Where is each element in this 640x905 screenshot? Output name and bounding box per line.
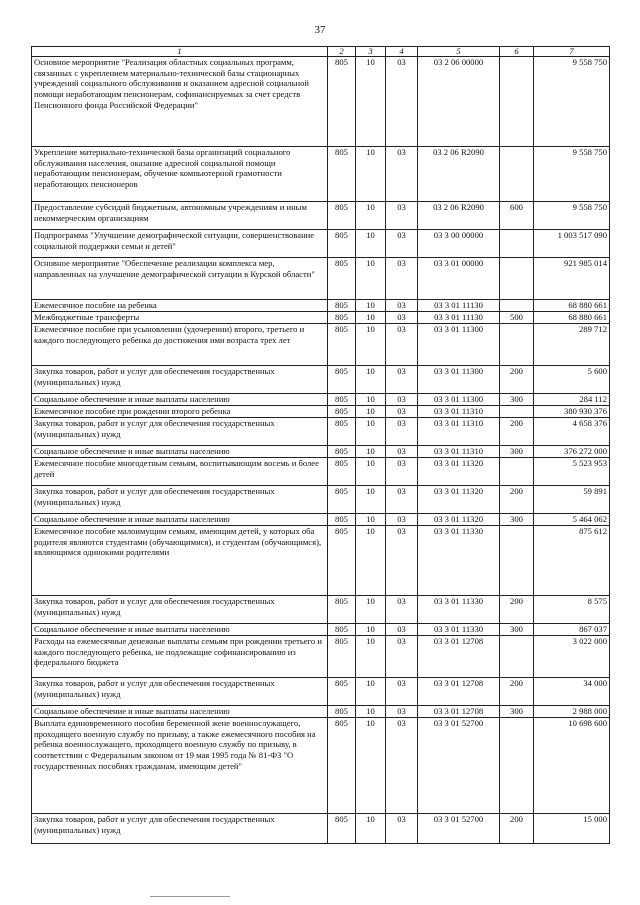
cell-col-7: 9 558 750 [534, 57, 610, 147]
table-row [32, 596, 610, 624]
cell-col-2: 805 [328, 258, 356, 300]
cell-col-4: 03 [386, 230, 418, 258]
cell-col-6 [500, 57, 534, 147]
cell-col-1: Подпрограмма "Улучшение демографической ситуации, совершенствование социальной поддержки семьи и детей" [32, 230, 328, 258]
cell-col-1: Социальное обеспечение и иные выплаты населению [32, 624, 328, 636]
cell-col-2: 805 [328, 526, 356, 596]
cell-col-4: 03 [386, 394, 418, 406]
table-row [32, 394, 610, 406]
cell-col-4: 03 [386, 324, 418, 366]
cell-col-6: 300 [500, 706, 534, 718]
cell-col-2: 805 [328, 202, 356, 230]
table-row [32, 300, 610, 312]
cell-col-4: 03 [386, 678, 418, 706]
cell-col-3: 10 [356, 258, 386, 300]
cell-col-7: 59 891 [534, 486, 610, 514]
cell-col-3: 10 [356, 458, 386, 486]
cell-col-6: 200 [500, 486, 534, 514]
cell-col-1: Закупка товаров, работ и услуг для обеспечения государственных (муниципальных) нужд [32, 596, 328, 624]
cell-col-1: Закупка товаров, работ и услуг для обеспечения государственных (муниципальных) нужд [32, 678, 328, 706]
cell-col-6 [500, 636, 534, 678]
cell-col-4: 03 [386, 718, 418, 814]
cell-col-5: 03 3 01 11310 [418, 406, 500, 418]
table-row [32, 324, 610, 366]
cell-col-6: 200 [500, 678, 534, 706]
table-row [32, 418, 610, 446]
table-row [32, 258, 610, 300]
cell-col-1: Ежемесячное пособие многодетным семьям, воспитывающим восемь и более детей [32, 458, 328, 486]
table-row [32, 526, 610, 596]
cell-col-7: 5 523 953 [534, 458, 610, 486]
cell-col-2: 805 [328, 636, 356, 678]
cell-col-1: Закупка товаров, работ и услуг для обеспечения государственных (муниципальных) нужд [32, 814, 328, 844]
cell-col-5: 03 3 01 11330 [418, 624, 500, 636]
cell-col-6: 200 [500, 366, 534, 394]
cell-col-7: 1 003 517 090 [534, 230, 610, 258]
cell-col-1: Расходы на ежемесячные денежные выплаты семьям при рождении третьего и каждого последующего ребенка, не подлежащие софинансированию из федерального бюджета [32, 636, 328, 678]
header-col-3: 3 [356, 47, 386, 57]
cell-col-3: 10 [356, 624, 386, 636]
table-row [32, 814, 610, 844]
cell-col-6: 200 [500, 596, 534, 624]
cell-col-3: 10 [356, 446, 386, 458]
budget-table [31, 46, 610, 844]
cell-col-3: 10 [356, 486, 386, 514]
cell-col-4: 03 [386, 300, 418, 312]
cell-col-1: Социальное обеспечение и иные выплаты населению [32, 446, 328, 458]
cell-col-1: Социальное обеспечение и иные выплаты населению [32, 706, 328, 718]
cell-col-7: 68 880 661 [534, 312, 610, 324]
cell-col-7: 2 988 000 [534, 706, 610, 718]
cell-col-5: 03 3 01 11130 [418, 300, 500, 312]
cell-col-4: 03 [386, 624, 418, 636]
page-bottom-mark [150, 896, 230, 897]
cell-col-1: Ежемесячное пособие при рождении второго ребенка [32, 406, 328, 418]
cell-col-7: 10 698 600 [534, 718, 610, 814]
cell-col-2: 805 [328, 406, 356, 418]
cell-col-1: Выплата единовременного пособия беременной жене военнослужащего, проходящего военную службу по призыву, а также ежемесячного пособия на ребенка военнослужащего, проходящего военную службу по призыву, в соответствии с Федеральным законом от 19 мая 1995 года № 81-ФЗ "О государственных пособиях гражданам, имеющим детей" [32, 718, 328, 814]
cell-col-3: 10 [356, 678, 386, 706]
cell-col-5: 03 3 01 11330 [418, 596, 500, 624]
cell-col-6 [500, 258, 534, 300]
cell-col-7: 376 272 000 [534, 446, 610, 458]
cell-col-4: 03 [386, 312, 418, 324]
cell-col-2: 805 [328, 366, 356, 394]
cell-col-4: 03 [386, 418, 418, 446]
header-col-1: 1 [32, 47, 328, 57]
cell-col-2: 805 [328, 312, 356, 324]
table-row [32, 636, 610, 678]
table-row [32, 446, 610, 458]
cell-col-3: 10 [356, 324, 386, 366]
cell-col-3: 10 [356, 202, 386, 230]
cell-col-6: 300 [500, 446, 534, 458]
cell-col-5: 03 3 01 11130 [418, 312, 500, 324]
cell-col-1: Укрепление материально-технической базы организаций социального обслуживания населения, оказание адресной социальной помощи неработающим пенсионерам, обучение компьютерной грамотности неработающих пенсионеров [32, 147, 328, 202]
cell-col-3: 10 [356, 147, 386, 202]
cell-col-1: Ежемесячное пособие при усыновлении (удочерении) второго, третьего и каждого последующего ребенка до достижения ими возраста трех лет [32, 324, 328, 366]
table-row [32, 718, 610, 814]
cell-col-6: 600 [500, 202, 534, 230]
cell-col-5: 03 3 01 12708 [418, 636, 500, 678]
cell-col-5: 03 2 06 R2090 [418, 202, 500, 230]
cell-col-6: 500 [500, 312, 534, 324]
cell-col-4: 03 [386, 596, 418, 624]
cell-col-1: Основное мероприятие "Реализация областных социальных программ, связанных с укреплением материально-технической базы стационарных учреждений социального обслуживания и оказанием адресной социальной помощи неработающим пенсионерам, софинансируемых за счет средств Пенсионного фонда Российской Федерации" [32, 57, 328, 147]
cell-col-2: 805 [328, 418, 356, 446]
cell-col-1: Ежемесячное пособие малоимущим семьям, имеющим детей, у которых оба родителя являются студентами (обучающимися), и студентам (обучающимся), являющимся одинокими родителями [32, 526, 328, 596]
cell-col-2: 805 [328, 57, 356, 147]
cell-col-6 [500, 458, 534, 486]
cell-col-7: 875 612 [534, 526, 610, 596]
cell-col-5: 03 3 01 11300 [418, 394, 500, 406]
cell-col-3: 10 [356, 636, 386, 678]
cell-col-7: 5 600 [534, 366, 610, 394]
table-row [32, 147, 610, 202]
cell-col-4: 03 [386, 147, 418, 202]
cell-col-2: 805 [328, 324, 356, 366]
cell-col-4: 03 [386, 486, 418, 514]
cell-col-5: 03 2 06 00000 [418, 57, 500, 147]
cell-col-7: 5 464 062 [534, 514, 610, 526]
cell-col-1: Закупка товаров, работ и услуг для обеспечения государственных (муниципальных) нужд [32, 486, 328, 514]
cell-col-4: 03 [386, 636, 418, 678]
cell-col-7: 867 037 [534, 624, 610, 636]
cell-col-3: 10 [356, 312, 386, 324]
cell-col-4: 03 [386, 366, 418, 394]
cell-col-7: 284 112 [534, 394, 610, 406]
cell-col-2: 805 [328, 300, 356, 312]
cell-col-2: 805 [328, 596, 356, 624]
cell-col-3: 10 [356, 706, 386, 718]
cell-col-4: 03 [386, 446, 418, 458]
cell-col-2: 805 [328, 624, 356, 636]
cell-col-6: 300 [500, 624, 534, 636]
cell-col-1: Социальное обеспечение и иные выплаты населению [32, 394, 328, 406]
cell-col-3: 10 [356, 596, 386, 624]
table-row [32, 514, 610, 526]
cell-col-3: 10 [356, 300, 386, 312]
cell-col-4: 03 [386, 526, 418, 596]
table-row [32, 312, 610, 324]
cell-col-5: 03 3 01 11300 [418, 366, 500, 394]
cell-col-2: 805 [328, 718, 356, 814]
cell-col-7: 68 880 661 [534, 300, 610, 312]
cell-col-2: 805 [328, 230, 356, 258]
cell-col-5: 03 3 01 52700 [418, 718, 500, 814]
cell-col-2: 805 [328, 678, 356, 706]
cell-col-5: 03 3 01 11310 [418, 418, 500, 446]
cell-col-4: 03 [386, 406, 418, 418]
cell-col-4: 03 [386, 514, 418, 526]
table-body [32, 57, 610, 844]
cell-col-2: 805 [328, 446, 356, 458]
table-row [32, 624, 610, 636]
cell-col-1: Предоставление субсидий бюджетным, автономным учреждениям и иным некоммерческим организациям [32, 202, 328, 230]
cell-col-1: Межбюджетные трансферты [32, 312, 328, 324]
cell-col-3: 10 [356, 418, 386, 446]
cell-col-4: 03 [386, 814, 418, 844]
page-number: 37 [314, 24, 326, 36]
table-row [32, 706, 610, 718]
cell-col-7: 4 658 376 [534, 418, 610, 446]
cell-col-3: 10 [356, 366, 386, 394]
cell-col-5: 03 3 01 11310 [418, 446, 500, 458]
cell-col-4: 03 [386, 202, 418, 230]
cell-col-4: 03 [386, 706, 418, 718]
header-col-7: 7 [534, 47, 610, 57]
cell-col-4: 03 [386, 458, 418, 486]
cell-col-3: 10 [356, 814, 386, 844]
cell-col-3: 10 [356, 230, 386, 258]
cell-col-1: Закупка товаров, работ и услуг для обеспечения государственных (муниципальных) нужд [32, 418, 328, 446]
table-row [32, 366, 610, 394]
cell-col-2: 805 [328, 394, 356, 406]
cell-col-2: 805 [328, 147, 356, 202]
cell-col-7: 34 000 [534, 678, 610, 706]
cell-col-7: 8 575 [534, 596, 610, 624]
cell-col-3: 10 [356, 394, 386, 406]
cell-col-2: 805 [328, 486, 356, 514]
table-row [32, 57, 610, 147]
cell-col-5: 03 3 01 11300 [418, 324, 500, 366]
header-col-4: 4 [386, 47, 418, 57]
header-col-6: 6 [500, 47, 534, 57]
cell-col-6 [500, 300, 534, 312]
cell-col-4: 03 [386, 57, 418, 147]
cell-col-1: Социальное обеспечение и иные выплаты населению [32, 514, 328, 526]
table-row [32, 458, 610, 486]
header-col-5: 5 [418, 47, 500, 57]
table-row [32, 230, 610, 258]
cell-col-6: 300 [500, 514, 534, 526]
cell-col-3: 10 [356, 514, 386, 526]
cell-col-6 [500, 406, 534, 418]
cell-col-3: 10 [356, 718, 386, 814]
cell-col-7: 380 930 376 [534, 406, 610, 418]
cell-col-5: 03 3 01 12708 [418, 678, 500, 706]
cell-col-4: 03 [386, 258, 418, 300]
table-row [32, 202, 610, 230]
cell-col-5: 03 3 00 00000 [418, 230, 500, 258]
cell-col-1: Основное мероприятие "Обеспечение реализации комплекса мер, направленных на улучшение демографической ситуации в Курской области" [32, 258, 328, 300]
cell-col-2: 805 [328, 814, 356, 844]
cell-col-5: 03 3 01 11320 [418, 458, 500, 486]
cell-col-2: 805 [328, 458, 356, 486]
cell-col-7: 9 558 750 [534, 202, 610, 230]
cell-col-5: 03 3 01 12708 [418, 706, 500, 718]
cell-col-7: 15 000 [534, 814, 610, 844]
header-row [32, 47, 610, 57]
cell-col-5: 03 3 01 11320 [418, 486, 500, 514]
cell-col-3: 10 [356, 406, 386, 418]
cell-col-3: 10 [356, 57, 386, 147]
cell-col-6 [500, 147, 534, 202]
cell-col-6: 200 [500, 814, 534, 844]
cell-col-6 [500, 230, 534, 258]
cell-col-2: 805 [328, 514, 356, 526]
cell-col-1: Ежемесячное пособие на ребенка [32, 300, 328, 312]
cell-col-3: 10 [356, 526, 386, 596]
header-col-2: 2 [328, 47, 356, 57]
cell-col-2: 805 [328, 706, 356, 718]
cell-col-7: 3 022 000 [534, 636, 610, 678]
table-row [32, 406, 610, 418]
cell-col-6 [500, 324, 534, 366]
cell-col-5: 03 3 01 11330 [418, 526, 500, 596]
cell-col-6: 200 [500, 418, 534, 446]
cell-col-7: 289 712 [534, 324, 610, 366]
cell-col-6 [500, 526, 534, 596]
cell-col-7: 9 558 750 [534, 147, 610, 202]
cell-col-6: 300 [500, 394, 534, 406]
cell-col-5: 03 2 06 R2090 [418, 147, 500, 202]
table-row [32, 678, 610, 706]
cell-col-7: 921 985 014 [534, 258, 610, 300]
cell-col-5: 03 3 01 00000 [418, 258, 500, 300]
cell-col-5: 03 3 01 52700 [418, 814, 500, 844]
table-row [32, 486, 610, 514]
cell-col-6 [500, 718, 534, 814]
cell-col-5: 03 3 01 11320 [418, 514, 500, 526]
cell-col-1: Закупка товаров, работ и услуг для обеспечения государственных (муниципальных) нужд [32, 366, 328, 394]
